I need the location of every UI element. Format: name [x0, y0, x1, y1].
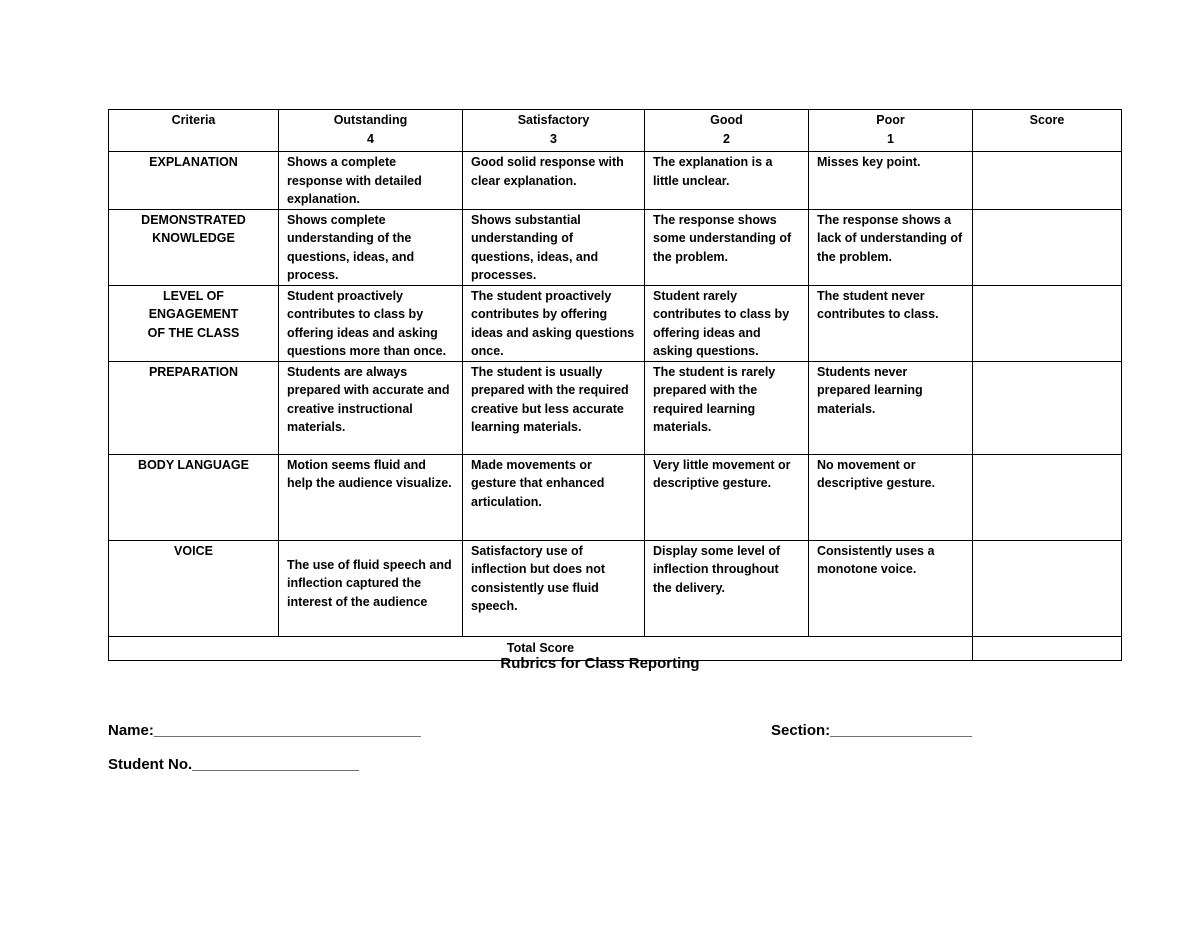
- satisfactory-cell: Shows substantial understanding of questions, ideas, and processes.: [463, 209, 645, 285]
- satisfactory-cell: The student proactively contributes by offering ideas and asking questions once.: [463, 285, 645, 361]
- table-row: [109, 540, 1122, 636]
- outstanding-cell: The use of fluid speech and inflection captured the interest of the audience: [279, 540, 463, 636]
- criteria-cell: LEVEL OF ENGAGEMENT OF THE CLASS: [109, 285, 279, 361]
- criteria-cell: BODY LANGUAGE: [109, 454, 279, 540]
- criteria-cell: PREPARATION: [109, 361, 279, 454]
- score-cell: [973, 361, 1122, 454]
- outstanding-cell: Students are always prepared with accurate and creative instructional materials.: [279, 361, 463, 454]
- good-cell: Very little movement or descriptive gesture.: [645, 454, 809, 540]
- criteria-cell: EXPLANATION: [109, 152, 279, 210]
- satisfactory-cell: The student is usually prepared with the required creative but less accurate learning materials.: [463, 361, 645, 454]
- header-satisfactory: Satisfactory 3: [463, 110, 645, 152]
- name-field: Name:________________________________: [108, 722, 421, 739]
- poor-cell: No movement or descriptive gesture.: [809, 454, 973, 540]
- outstanding-cell: Shows a complete response with detailed explanation.: [279, 152, 463, 210]
- score-cell: [973, 454, 1122, 540]
- section-field: Section:_________________: [771, 722, 972, 739]
- header-outstanding: Outstanding 4: [279, 110, 463, 152]
- good-cell: The response shows some understanding of the problem.: [645, 209, 809, 285]
- rubric-table: [108, 109, 1122, 661]
- outstanding-cell: Student proactively contributes to class by offering ideas and asking questions more than once.: [279, 285, 463, 361]
- poor-cell: The response shows a lack of understanding of the problem.: [809, 209, 973, 285]
- header-score: Score: [973, 110, 1122, 152]
- table-row: [109, 209, 1122, 285]
- score-cell: [973, 209, 1122, 285]
- student-no-field: Student No.____________________: [108, 756, 360, 773]
- total-score-label: Total Score: [109, 636, 973, 660]
- poor-cell: Students never prepared learning materials.: [809, 361, 973, 454]
- header-good: Good 2: [645, 110, 809, 152]
- poor-cell: Misses key point.: [809, 152, 973, 210]
- header-row: [109, 110, 1122, 152]
- table-row: [109, 454, 1122, 540]
- criteria-cell: DEMONSTRATED KNOWLEDGE: [109, 209, 279, 285]
- poor-cell: The student never contributes to class.: [809, 285, 973, 361]
- satisfactory-cell: Good solid response with clear explanation.: [463, 152, 645, 210]
- good-cell: The explanation is a little unclear.: [645, 152, 809, 210]
- outstanding-cell: Shows complete understanding of the questions, ideas, and process.: [279, 209, 463, 285]
- table-row: [109, 285, 1122, 361]
- outstanding-cell: Motion seems fluid and help the audience visualize.: [279, 454, 463, 540]
- satisfactory-cell: Made movements or gesture that enhanced articulation.: [463, 454, 645, 540]
- score-cell: [973, 152, 1122, 210]
- good-cell: Student rarely contributes to class by offering ideas and asking questions.: [645, 285, 809, 361]
- poor-cell: Consistently uses a monotone voice.: [809, 540, 973, 636]
- satisfactory-cell: Satisfactory use of inflection but does not consistently use fluid speech.: [463, 540, 645, 636]
- good-cell: The student is rarely prepared with the required learning materials.: [645, 361, 809, 454]
- score-cell: [973, 285, 1122, 361]
- table-row: [109, 152, 1122, 210]
- table-row: [109, 361, 1122, 454]
- page-title: Rubrics for Class Reporting: [500, 655, 700, 672]
- good-cell: Display some level of inflection throughout the delivery.: [645, 540, 809, 636]
- score-cell: [973, 540, 1122, 636]
- header-poor: Poor 1: [809, 110, 973, 152]
- criteria-cell: VOICE: [109, 540, 279, 636]
- header-criteria: Criteria: [109, 110, 279, 152]
